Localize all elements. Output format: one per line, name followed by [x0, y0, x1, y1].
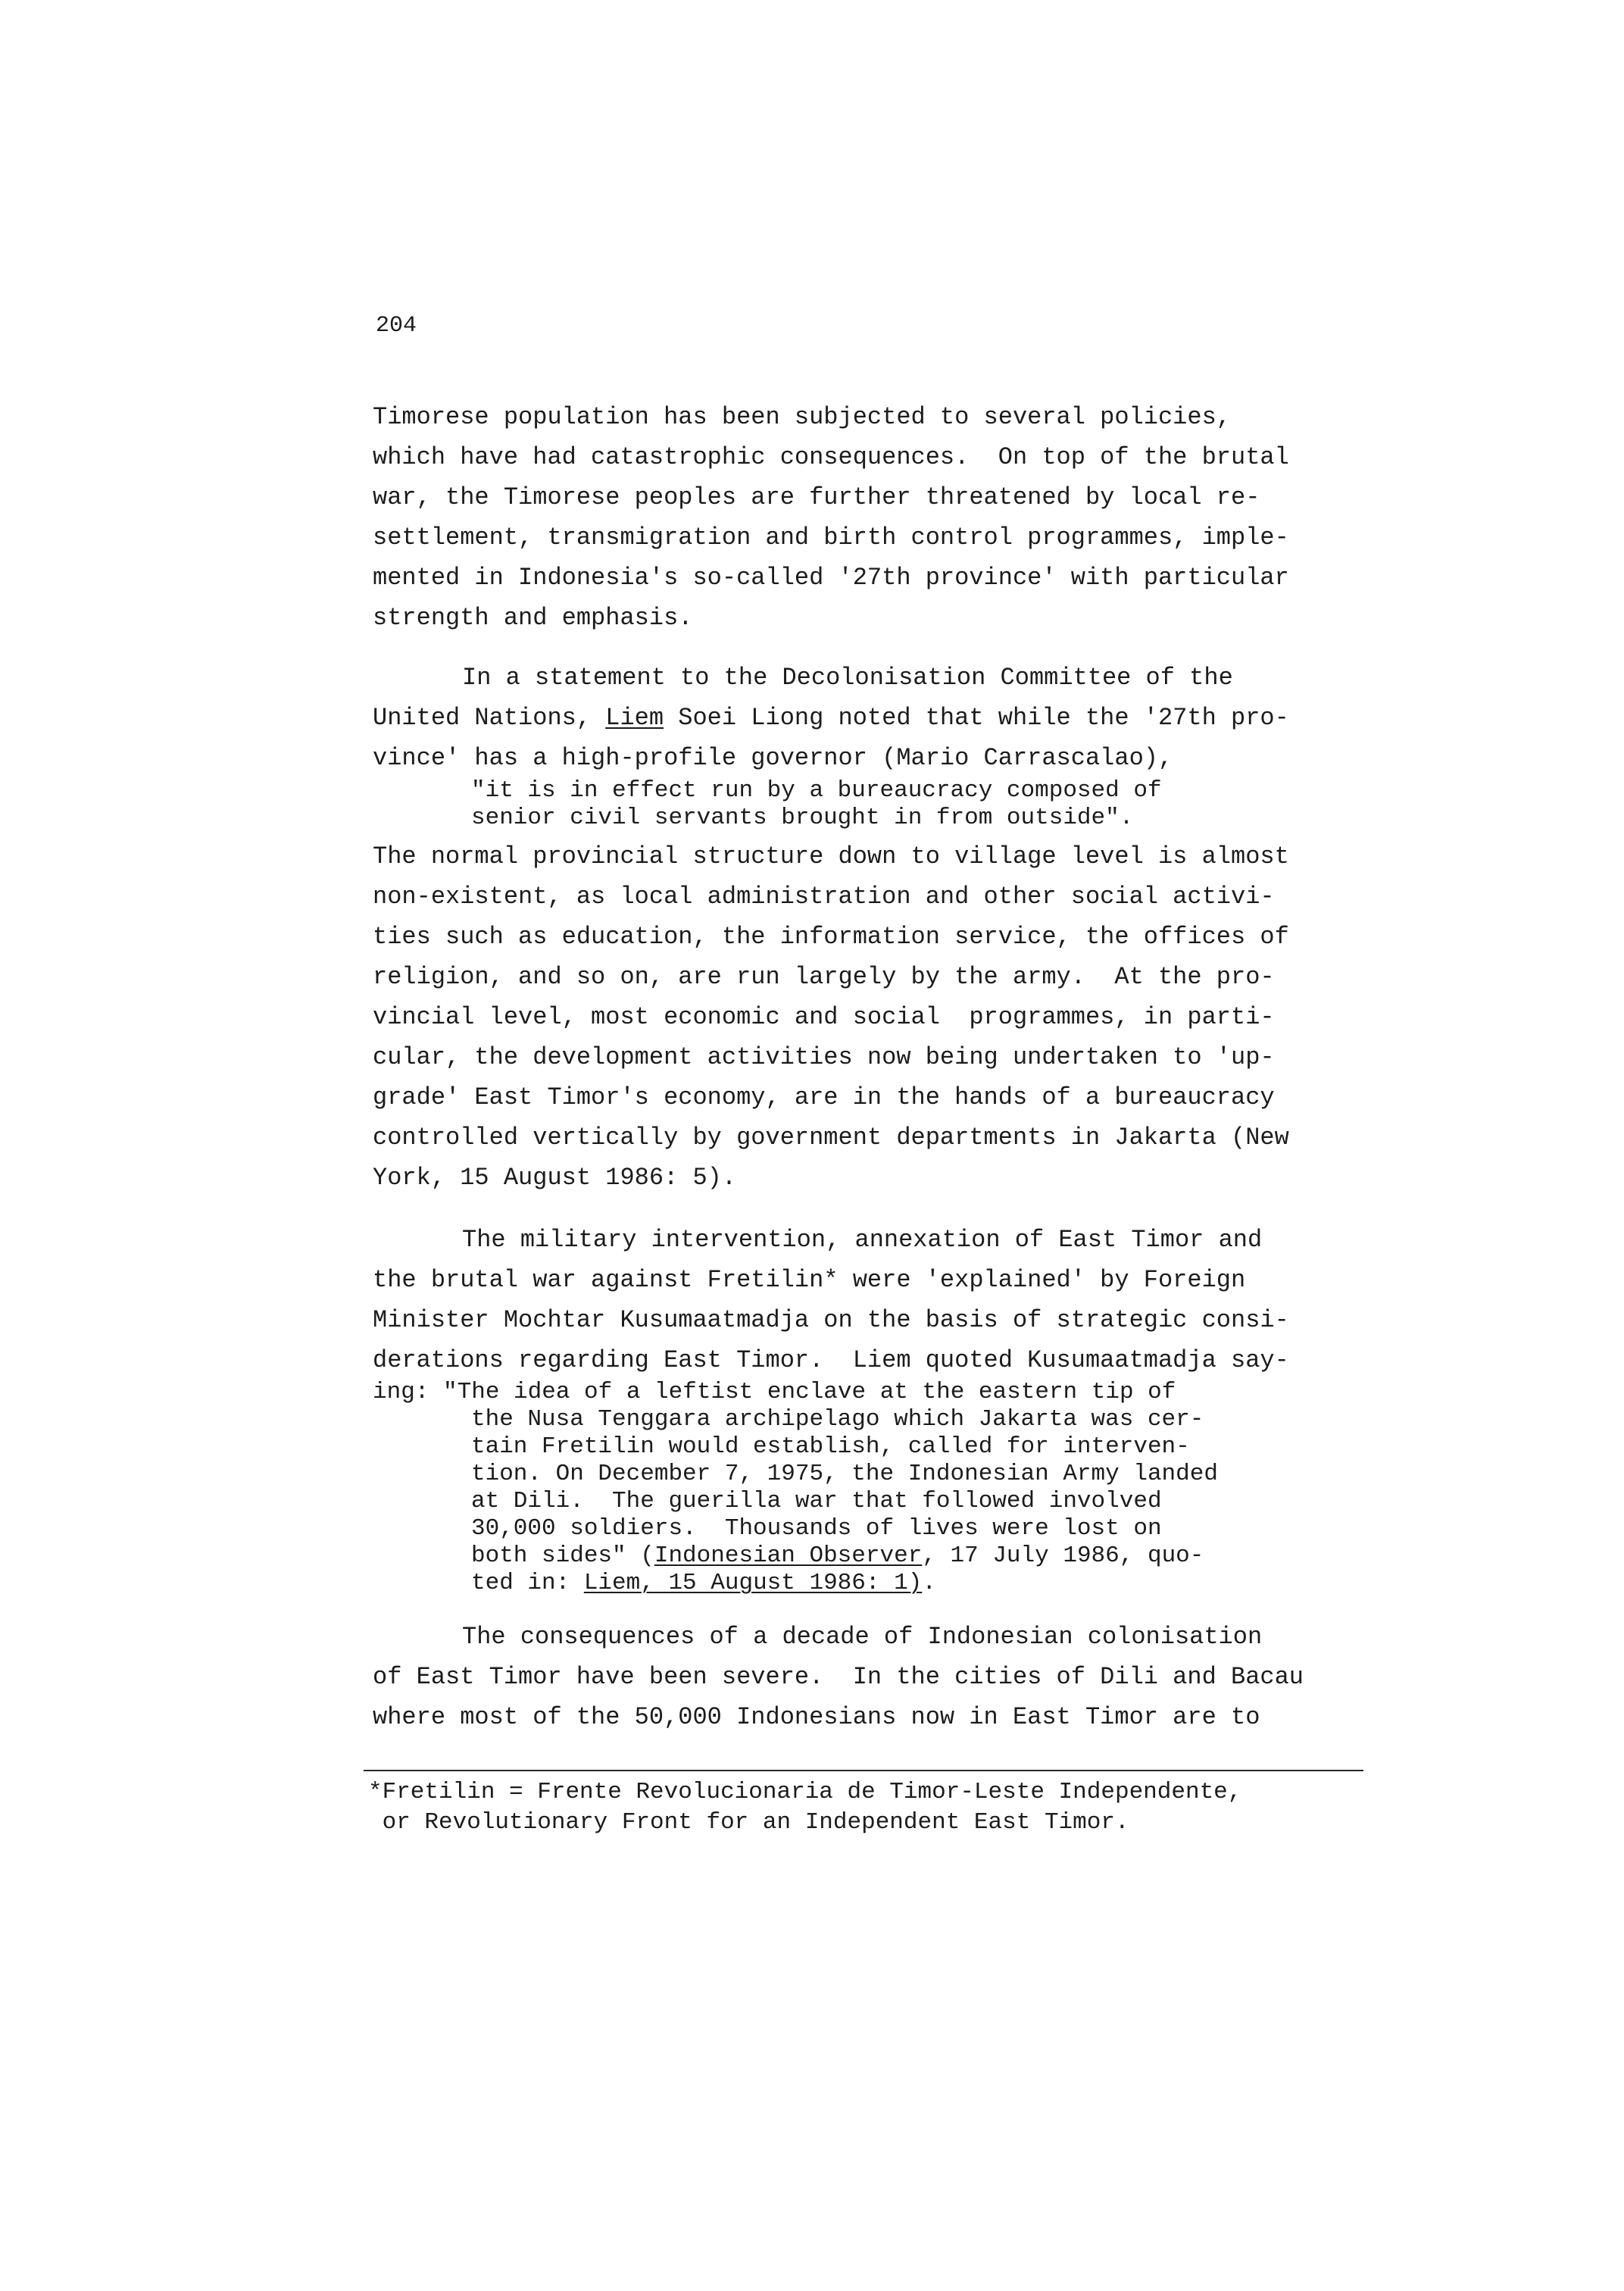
- text-line: where most of the 50,000 Indonesians now in East Timor are to: [373, 1703, 1260, 1731]
- text-line: strength and emphasis.: [373, 604, 693, 632]
- text-line: [373, 698, 1388, 738]
- text-line: of East Timor have been severe. In the cities of Dili and Bacau: [373, 1663, 1304, 1691]
- text-fragment: , 17 July 1986, quo-: [922, 1542, 1204, 1569]
- footnote-line: *Fretilin = Frente Revolucionaria de Timor-Leste Independente,: [368, 1779, 1242, 1805]
- footnote: [368, 1777, 1398, 1838]
- text-line: mented in Indonesia's so-called '27th province' with particular: [373, 564, 1289, 592]
- footnote-line: or Revolutionary Front for an Independent East Timor.: [368, 1809, 1129, 1836]
- text-line: Timorese population has been subjected to several policies,: [373, 403, 1231, 431]
- text-line: Minister Mochtar Kusumaatmadja on the basis of strategic consi-: [373, 1306, 1289, 1334]
- text-line: controlled vertically by government departments in Jakarta (New: [373, 1124, 1289, 1152]
- text-line: non-existent, as local administration and other social activi-: [373, 883, 1275, 911]
- citation-underlined: Liem, 15 August 1986: 1): [583, 1570, 923, 1596]
- text-fragment: both sides" (: [471, 1542, 654, 1569]
- quote-line: 30,000 soldiers. Thousands of lives were lost on: [471, 1515, 1162, 1542]
- paragraph-3: [373, 836, 1388, 1198]
- page-number: 204: [376, 313, 417, 339]
- text-fragment: Soei Liong noted that while the '27th pro-: [664, 704, 1289, 732]
- block-quote-1: [373, 777, 1388, 832]
- text-line: the brutal war against Fretilin* were 'explained' by Foreign: [373, 1266, 1246, 1294]
- text-fragment: United Nations,: [373, 704, 606, 732]
- text-line: In a statement to the Decolonisation Committee of the: [462, 664, 1233, 692]
- text-line: war, the Timorese peoples are further threatened by local re-: [373, 483, 1260, 511]
- text-line: The consequences of a decade of Indonesian colonisation: [462, 1623, 1263, 1651]
- text-line: which have had catastrophic consequences. On top of the brutal: [373, 443, 1289, 471]
- text-line: cular, the development activities now being undertaken to 'up-: [373, 1043, 1275, 1071]
- paragraph-4: [373, 1220, 1388, 1380]
- quote-line: the Nusa Tenggara archipelago which Jakarta was cer-: [471, 1406, 1204, 1433]
- quote-line: tain Fretilin would establish, called for interven-: [471, 1433, 1190, 1460]
- text-line: The normal provincial structure down to village level is almost: [373, 842, 1289, 870]
- text-line: derations regarding East Timor. Liem quoted Kusumaatmadja say-: [373, 1346, 1289, 1374]
- text-fragment: ted in:: [471, 1570, 584, 1596]
- text-fragment: .: [922, 1570, 936, 1596]
- text-line: The military intervention, annexation of East Timor and: [462, 1226, 1263, 1254]
- quote-line: "it is in effect run by a bureaucracy composed of: [471, 777, 1162, 804]
- paragraph-2: [373, 658, 1388, 778]
- text-line: ties such as education, the information service, the offices of: [373, 923, 1289, 951]
- source-title-underlined: Indonesian Observer: [654, 1542, 923, 1569]
- text-line: York, 15 August 1986: 5).: [373, 1164, 737, 1192]
- quote-line: senior civil servants brought in from outside".: [471, 805, 1134, 831]
- text-line: vincial level, most economic and social programmes, in parti-: [373, 1003, 1275, 1031]
- author-name-underlined: Liem: [605, 704, 664, 732]
- quote-line: ing: "The idea of a leftist enclave at the eastern tip of: [373, 1379, 1176, 1405]
- paragraph-1: [373, 397, 1388, 638]
- quote-line: [373, 1542, 1388, 1570]
- text-line: grade' East Timor's economy, are in the hands of a bureaucracy: [373, 1083, 1275, 1111]
- quote-line: tion. On December 7, 1975, the Indonesian Army landed: [471, 1461, 1218, 1487]
- text-line: settlement, transmigration and birth control programmes, imple-: [373, 524, 1289, 552]
- text-line: religion, and so on, are run largely by the army. At the pro-: [373, 963, 1275, 991]
- quote-line: [373, 1570, 1388, 1597]
- block-quote-2: [373, 1379, 1388, 1597]
- text-line: vince' has a high-profile governor (Mario Carrascalao),: [373, 744, 1173, 772]
- paragraph-5: [373, 1617, 1388, 1737]
- footnote-divider: [364, 1770, 1363, 1771]
- quote-line: at Dili. The guerilla war that followed involved: [471, 1488, 1162, 1514]
